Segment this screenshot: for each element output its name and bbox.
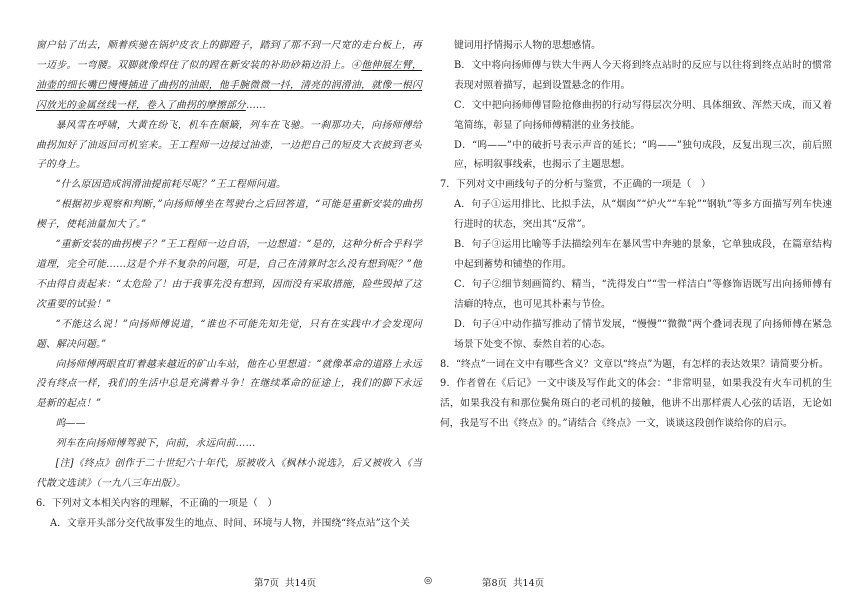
story-paragraph: “重新安装的曲拐楔子？”王工程师一边自语，一边想道：“是的，这种分析合乎科学道理，完全可能……这是个并不复杂的问题，可是，自己在清算时怎么没有想到呢？”他不由得自责起来：“太危险了！由于我事先没有想到，因而没有采取措施，险些毁掉了这次重要的试验！” xyxy=(36,239,422,310)
story-paragraph: 暴风雪在呼啸，大黄在纷飞，机车在颠簸，列车在飞驰。一刹那功夫，向扬师傅给曲拐加好了油返回司机室来。王工程师一边接过油壶，一边把自己的短皮大衣披到老头子的身上。 xyxy=(36,119,422,171)
story-paragraph: “什么原因造成润滑油提前耗尽呢？”王工程师问道。 xyxy=(55,179,286,191)
question-7-option-c: C．句子②细节刻画简约、精当，“洗得发白”“雪一样洁白”等修饰语既写出向扬师傅有洁癖的特点，也可见其朴素与节俭。 xyxy=(454,278,832,310)
underlined-sentence-4: 他伸展左臂，油壶的细长嘴巴慢慢插进了曲拐的油眼，他手腕微微一抖，清亮的润滑油，就像一根闪闪放光的金属丝线一样，卷入了曲拐的摩擦部分 xyxy=(36,59,422,111)
page-total: 共14页 xyxy=(285,578,317,589)
question-7-option-a: A．句子①运用排比、比拟手法，从“烟囱”“炉火”“车轮”“钢轨”等多方面描写列车快速行进时的状态，突出其“反常”。 xyxy=(454,199,832,231)
left-column xyxy=(36,36,422,534)
story-paragraph: “不能这么说！”向扬师傅说道，“谁也不可能先知先觉，只有在实践中才会发现问题、解决问题。” xyxy=(36,318,422,350)
page-number-left xyxy=(254,575,322,589)
page-number: 第7页 xyxy=(254,578,280,589)
question-6-option-a: A．文章开头部分交代故事发生的地点、时间、环境与人物，并围绕“终点站”这个关 xyxy=(50,517,410,529)
question-8: 8．“终点”一词在文中有哪些含义？文章以“终点”为题，有怎样的表达效果？请简要分析。 xyxy=(440,358,829,370)
center-mark-icon: ◎ xyxy=(424,575,433,586)
page-number: 第8页 xyxy=(482,578,508,589)
story-paragraph: 列车在向扬师傅驾驶下，向前，永远向前…… xyxy=(55,438,256,450)
page-number-right xyxy=(482,575,550,589)
question-7-option-b: B．句子③运用比喻等手法描绘列车在暴风雪中奔驰的景象，它单独成段，在篇章结构中起到蓄势和铺垫的作用。 xyxy=(454,239,832,270)
question-9: 9．作者曾在《后记》一文中谈及写作此文的体会：“非常明显，如果我没有火车司机的生活，如果我没有和那位鬓角斑白的老司机的接触，他讲不出那样震人心弦的话语，无论如何，我是写不出《终点》的。”请结合《终点》一文，谈谈这段创作谈给你的启示。 xyxy=(440,378,832,430)
question-7: 7．下列对文中画线句子的分析与鉴赏，不正确的一项是（ ） xyxy=(440,179,711,191)
story-paragraph: 向扬师傅两眼直盯着越来越近的矿山车站，他在心里想道：“就像革命的道路上永远没有终点一样，我们的生活中总是充满着斗争！在继续革命的征途上，我们的脚下永远是新的起点！” xyxy=(36,358,422,410)
paragraph-text: 窗户钻了出去，顺着疾驰在锅炉皮衣上的脚蹬子，踏到了那不到一尺宽的走台板上，再一迈步。一弯腰。双脚就像焊住了似的蹚在新安装的补助砂箱边沿上。④ xyxy=(36,40,422,71)
right-column xyxy=(440,36,832,434)
question-6-option-d: D．“呜——”中的破折号表示声音的延长；“呜——”独句成段，反复出现三次，前后照应，标明叙事线索，也揭示了主题思想。 xyxy=(454,139,832,171)
question-7-option-d: D．句子④中动作描写推动了情节发展，“慢慢”“微微”两个叠词表现了向扬师傅在紧急场景下处变不惊、泰然自若的心态。 xyxy=(454,318,832,350)
story-paragraph: 呜—— xyxy=(55,418,86,430)
question-6-option-c: C．文中把向扬师傅冒险抢修曲拐的行动写得层次分明、具体细致、浑然天成，而又着笔简练，彰显了向扬师傅精湛的业务技能。 xyxy=(454,99,832,131)
story-paragraph xyxy=(36,36,422,116)
story-paragraph: “根据初步观察和判断，”向扬师傅坐在驾驶台之后回答道，“可能是重新安装的曲拐楔子，使耗油量加大了。” xyxy=(36,199,422,231)
question-6-option-b: B．文中将向扬师傅与铁大牛两人今天将到终点站时的反应与以往将到终点站时的惯常表现对照着描写，起到设置悬念的作用。 xyxy=(454,59,832,91)
page-total: 共14页 xyxy=(513,578,545,589)
ellipsis: …… xyxy=(245,99,266,111)
question-6-option-a-continued: 键词用抒情揭示人物的思想感情。 xyxy=(454,40,601,51)
source-note: [注]《终点》创作于二十世纪六十年代，原被收入《枫林小说选》，后又被收入《当代散文选读》（一九八三年出版）。 xyxy=(36,458,422,489)
question-6: 6．下列对文本相关内容的理解，不正确的一项是（ ） xyxy=(36,497,278,509)
